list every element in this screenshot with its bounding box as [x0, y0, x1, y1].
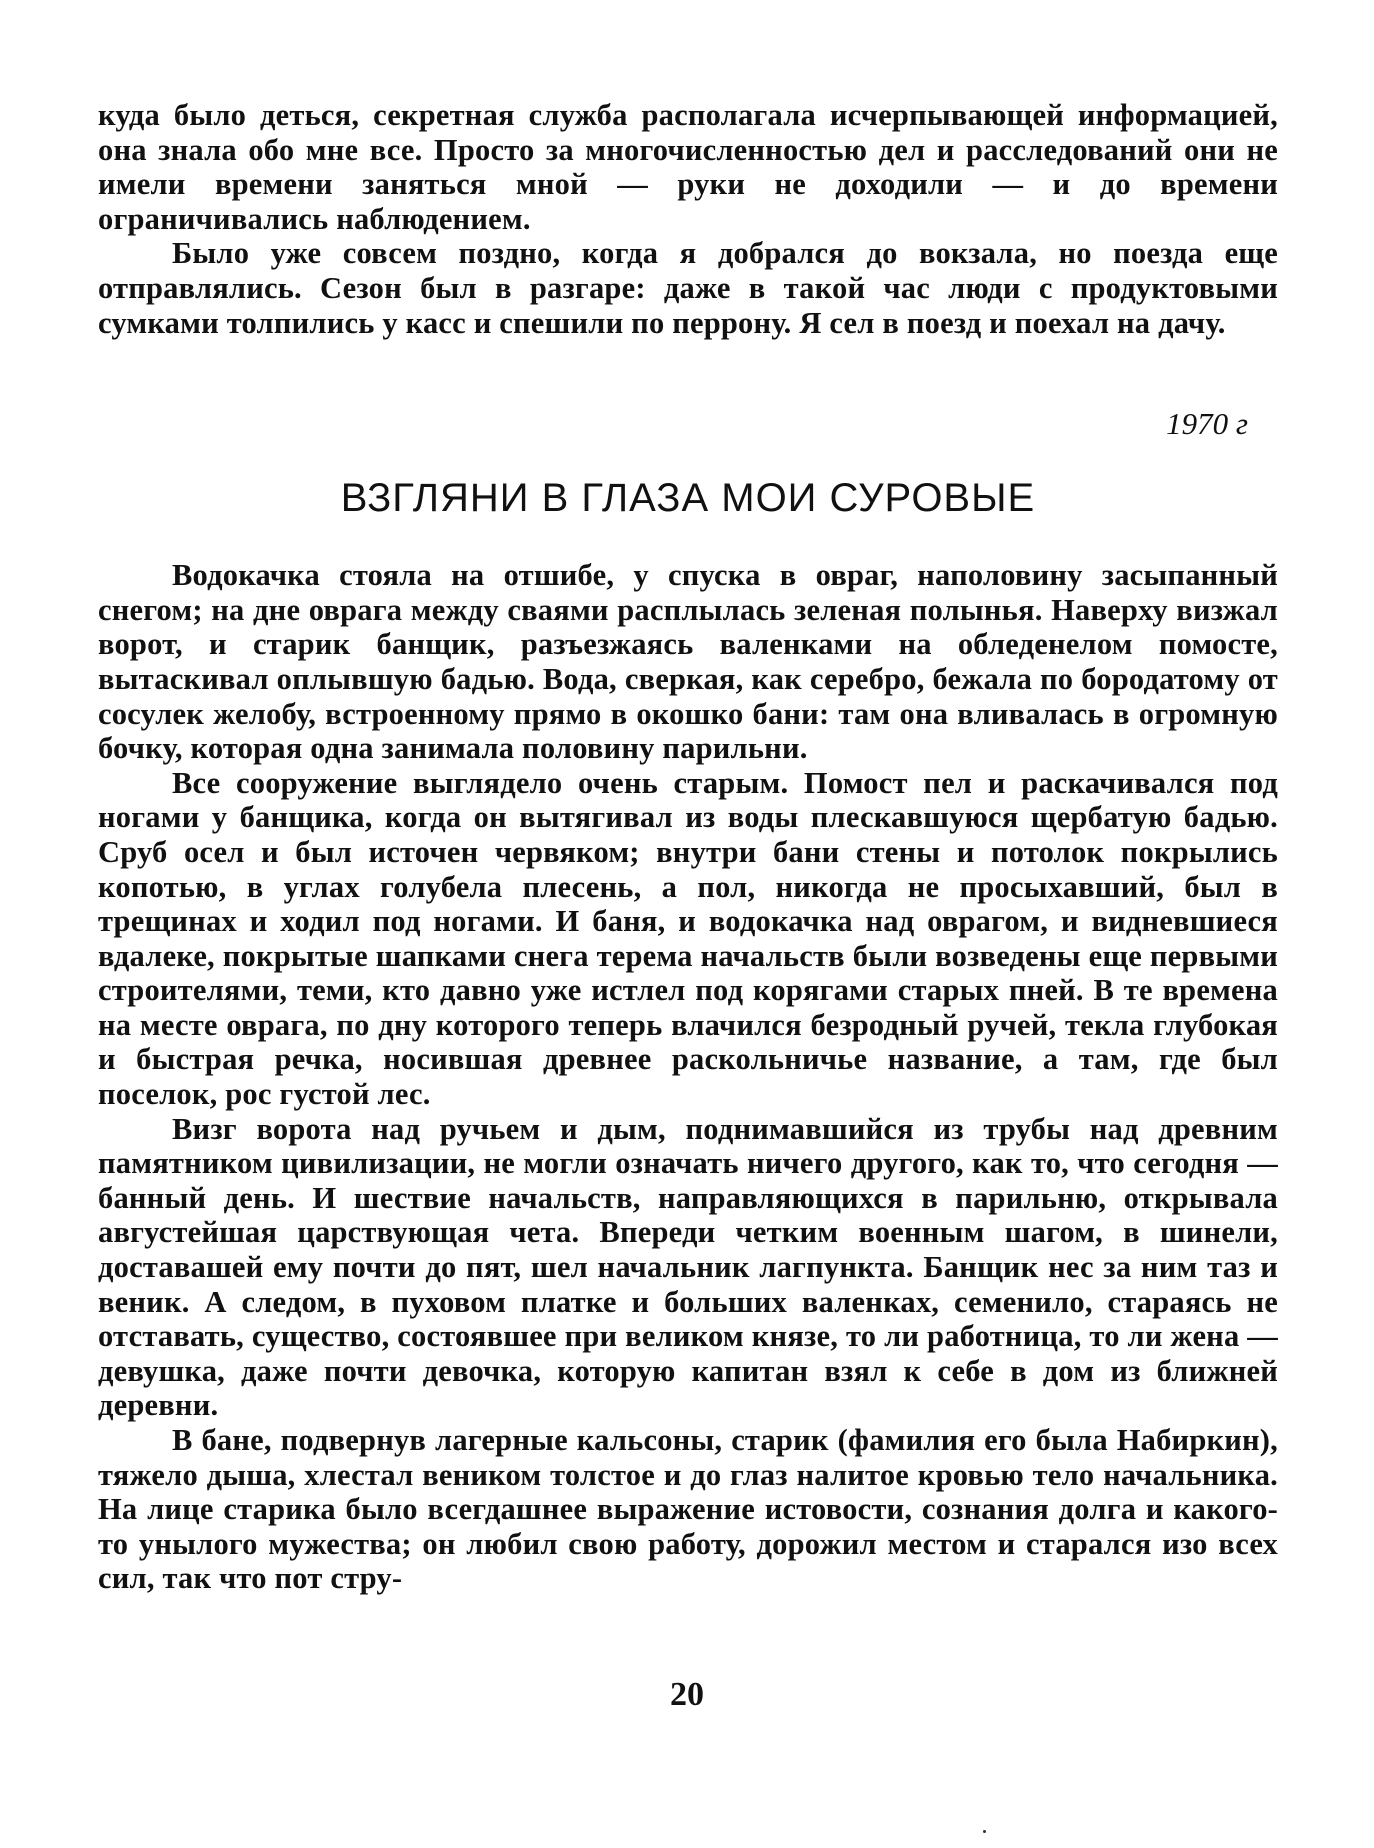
chapter-title: ВЗГЛЯНИ В ГЛАЗА МОИ СУРОВЫЕ: [340, 476, 1036, 521]
paragraph: Все сооружение выглядело очень старым. Помост пел и раскачивался под ногами у банщика, когда он вытягивал из воды плескавшуюся щербатую бадью. Сруб осел и был источен червяком; внутри бани стены и потолок покрылись копотью, в углах голубела плесень, а пол, никогда не просыхавший, был в трещинах и ходил под ногами. И баня, и водокачка над оврагом, и видневшиеся вдалеке, покрытые шапками снега терема начальств были возведены еще первыми строителями, теми, кто давно уже истлел под корягами старых пней. В те времена на месте оврага, по дну которого теперь влачился безродный ручей, текла глубокая и быстрая речка, носившая древнее раскольничье название, а там, где был поселок, рос густой лес.: [98, 765, 1278, 1112]
date-signature: 1970 г: [1166, 406, 1248, 442]
paragraph: В бане, подвернув лагерные кальсоны, старик (фамилия его была Набиркин), тяжело дыша, хлестал веником толстое и до глаз налитое кровью тело начальника. На лице старика было всегдашнее выражение истовости, сознания долга и какого-то унылого мужества; он любил свою работу, дорожил местом и старался изо всех сил, так что пот стру-: [98, 1423, 1278, 1596]
page-body: [98, 98, 1278, 1596]
scan-speck: [983, 1830, 986, 1833]
page-number: 20: [670, 1676, 704, 1713]
paragraph-continuation: куда было деться, секретная служба располагала исчерпывающей информацией, она знала обо мне все. Просто за многочисленностью дел и расследований они не имели времени заняться мной — руки не доходили — и до времени ограничивались наблюдением.: [98, 98, 1278, 236]
paragraph: Было уже совсем поздно, когда я добрался до вокзала, но поезда еще отправлялись. Сезон был в разгаре: даже в такой час люди с продуктовыми сумками толпились у касс и спешили по перрону. Я сел в поезд и поехал на дачу.: [98, 236, 1278, 340]
paragraph: Водокачка стояла на отшибе, у спуска в овраг, наполовину засыпанный снегом; на дне оврага между сваями расплылась зеленая полынья. Наверху визжал ворот, и старик банщик, разъезжаясь валенками на обледенелом помосте, вытаскивал оплывшую бадью. Вода, сверкая, как серебро, бежала по бородатому от сосулек желобу, встроенному прямо в окошко бани: там она вливалась в огромную бочку, которая одна занимала половину парильни.: [98, 558, 1278, 766]
paragraph: Визг ворота над ручьем и дым, поднимавшийся из трубы над древним памятником цивилизации, не могли означать ничего другого, как то, что сегодня — банный день. И шествие начальств, направляющихся в парильню, открывала августейшая царствующая чета. Впереди четким военным шагом, в шинели, доставашей ему почти до пят, шел начальник лагпункта. Банщик нес за ним таз и веник. А следом, в пуховом платке и больших валенках, семенило, стараясь не отставать, существо, состоявшее при великом князе, то ли работница, то ли жена — девушка, даже почти девочка, которую капитан взял к себе в дом из ближней деревни.: [98, 1111, 1278, 1423]
